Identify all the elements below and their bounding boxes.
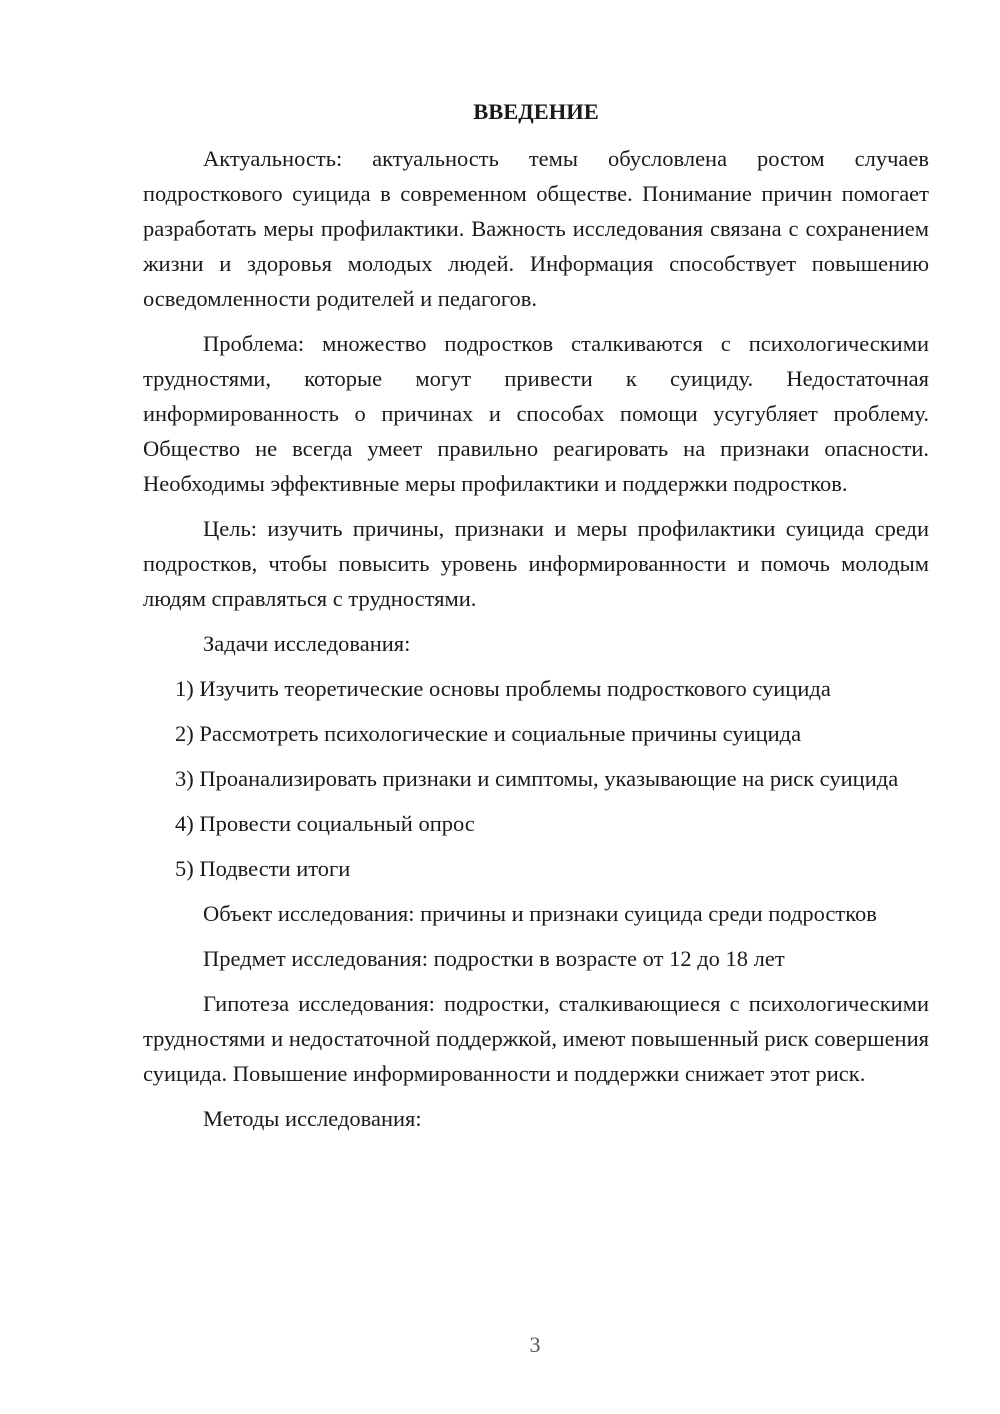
- page-number: 3: [529, 1332, 541, 1357]
- methods-title: Методы исследования:: [203, 1106, 422, 1131]
- document-page: [143, 94, 929, 1146]
- paragraph-hypothesis: Гипотеза исследования: подростки, сталкивающиеся с психологическими трудностями и недостаточной поддержкой, имеют повышенный риск совершения суицида. Повышение информированности и поддержки снижает этот риск.: [143, 991, 929, 1086]
- page-title: ВВЕДЕНИЕ: [473, 99, 599, 124]
- paragraph-problem: Проблема: множество подростков сталкиваются с психологическими трудностями, которые могут привести к суициду. Недостаточная информированность о причинах и способах помощи усугубляет проблему. Общество не всегда умеет правильно реагировать на признаки опасности. Необходимы эффективные меры профилактики и поддержки подростков.: [143, 331, 929, 496]
- paragraph-relevance: Актуальность: актуальность темы обусловлена ростом случаев подросткового суицида в современном обществе. Понимание причин помогает разработать меры профилактики. Важность исследования связана с сохранением жизни и здоровья молодых людей. Информация способствует повышению осведомленности родителей и педагогов.: [143, 146, 929, 311]
- task-item-1: 1) Изучить теоретические основы проблемы подросткового суицида: [175, 676, 831, 701]
- task-item-4: 4) Провести социальный опрос: [175, 811, 475, 836]
- task-item-3: 3) Проанализировать признаки и симптомы, указывающие на риск суицида: [175, 766, 899, 791]
- task-item-2: 2) Рассмотреть психологические и социальные причины суицида: [175, 721, 802, 746]
- paragraph-subject: Предмет исследования: подростки в возрасте от 12 до 18 лет: [203, 946, 785, 971]
- paragraph-goal: Цель: изучить причины, признаки и меры профилактики суицида среди подростков, чтобы повысить уровень информированности и помочь молодым людям справляться с трудностями.: [143, 516, 929, 611]
- task-item-5: 5) Подвести итоги: [175, 856, 351, 881]
- tasks-title: Задачи исследования:: [203, 631, 411, 656]
- paragraph-object: Объект исследования: причины и признаки суицида среди подростков: [203, 901, 877, 926]
